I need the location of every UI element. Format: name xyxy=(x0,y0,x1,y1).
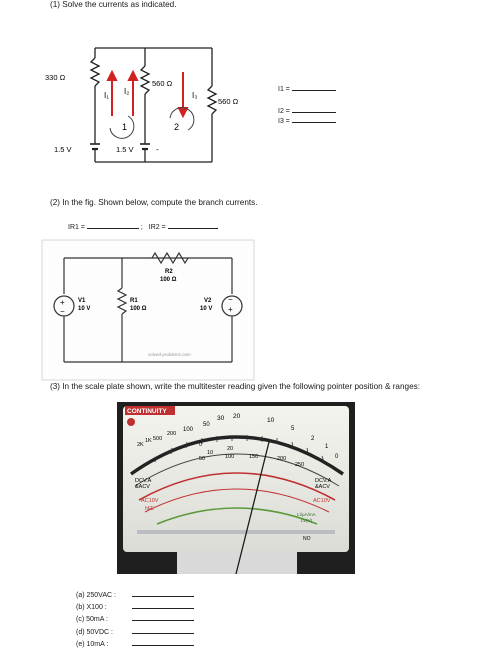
dc-label-250: 250 xyxy=(295,462,305,468)
acv-left: &ACV xyxy=(135,484,150,490)
ir2-blank[interactable] xyxy=(168,228,218,229)
ohm-label-1: 1 xyxy=(325,444,329,450)
v1-name: V1 xyxy=(78,298,86,304)
lv-label: LV(V) xyxy=(301,518,313,523)
ohm-label-10: 10 xyxy=(267,417,275,424)
ohm-label-20: 20 xyxy=(233,413,241,420)
v1-minus: − xyxy=(60,307,65,316)
answer-i1-blank[interactable] xyxy=(292,90,336,91)
r2-name: R2 xyxy=(165,269,173,275)
hfe-label: hFE xyxy=(145,506,155,512)
loop2-label: 2 xyxy=(174,122,180,132)
minus-sign: - xyxy=(156,145,159,154)
answer-i1-label: I1 = xyxy=(278,86,290,93)
r1-value: 100 Ω xyxy=(130,306,147,312)
i1-label: I₁ xyxy=(104,91,109,100)
circuit-1-diagram xyxy=(40,38,239,170)
v-mid-label: 1.5 V xyxy=(116,145,134,154)
r2-value: 100 Ω xyxy=(160,277,177,283)
range-d-label: (d) 50VDC : xyxy=(76,628,113,636)
ir2-label: IR2 = xyxy=(148,224,166,231)
v1-value: 10 V xyxy=(78,306,91,312)
multimeter-scale xyxy=(117,402,355,574)
dc-label-10: 10 xyxy=(207,450,214,456)
loop1-label: 1 xyxy=(122,122,128,132)
ohm-label-0: 0 xyxy=(335,454,339,460)
ir-separator: ; xyxy=(140,224,143,231)
range-b-label: (b) X100 : xyxy=(76,604,107,612)
dc-label-150: 150 xyxy=(249,454,259,460)
range-b xyxy=(76,602,194,614)
q3-ranges xyxy=(76,590,194,651)
v2-name: V2 xyxy=(204,298,212,304)
acv-right: &ACV xyxy=(315,484,330,490)
answer-i3-label: I3 = xyxy=(278,118,290,125)
range-c-blank[interactable] xyxy=(132,620,194,621)
ohm-label-30: 30 xyxy=(217,415,225,422)
r-right-label: 560 Ω xyxy=(218,97,239,106)
dcva-left: DCV.A xyxy=(135,478,152,484)
continuity-label: CONTINUITY xyxy=(127,408,167,415)
r1-name: R1 xyxy=(130,298,138,304)
i3-label: I₃ xyxy=(192,91,198,100)
answer-i2-label: I2 = xyxy=(278,108,290,115)
dc-label-20: 20 xyxy=(227,446,234,452)
ohm-label-200: 200 xyxy=(167,431,177,437)
ir1-blank[interactable] xyxy=(87,228,139,229)
r-left-label: 330 Ω xyxy=(45,73,66,82)
dc-label-0: 0 xyxy=(199,442,203,448)
v2-value: 10 V xyxy=(200,306,213,312)
dcva-right: DCV.A xyxy=(315,478,332,484)
answer-i1 xyxy=(278,86,336,93)
dc-label-100: 100 xyxy=(225,454,235,460)
q2-answer-line xyxy=(68,224,218,231)
ohm-label-1k: 1K xyxy=(145,438,152,444)
answer-i2-blank[interactable] xyxy=(292,112,336,113)
ohm-label-50: 50 xyxy=(203,422,210,428)
range-b-blank[interactable] xyxy=(132,608,194,609)
range-e-blank[interactable] xyxy=(132,645,194,646)
continuity-dot xyxy=(127,418,135,426)
q3-title: (3) In the scale plate shown, write the multitester reading given the following pointer position & ranges: xyxy=(50,382,421,391)
q1-title: (1) Solve the currents as indicated. xyxy=(50,0,177,9)
ohm-label-2k: 2K xyxy=(137,442,144,448)
v2-plus: + xyxy=(228,305,233,314)
circuit-2-diagram xyxy=(42,240,254,380)
range-d xyxy=(76,627,194,639)
range-a-label: (a) 250VAC : xyxy=(76,592,116,599)
acv10-right: AC10V xyxy=(313,498,331,504)
ohm-label-2: 2 xyxy=(311,436,315,442)
range-a xyxy=(76,590,194,602)
ohm-label-500: 500 xyxy=(153,436,163,442)
acv10-left: AC10V xyxy=(141,498,159,504)
ohm-label-100: 100 xyxy=(183,427,194,433)
ir1-label: IR1 = xyxy=(68,224,85,231)
i2-label: I₂ xyxy=(124,87,130,96)
no-label: NO xyxy=(303,536,311,542)
range-e-label: (e) 10mA : xyxy=(76,640,109,648)
answer-i3-blank[interactable] xyxy=(292,122,336,123)
dc-label-200: 200 xyxy=(277,456,287,462)
answer-i2 xyxy=(278,108,336,115)
v2-minus: − xyxy=(228,295,233,304)
ohm-label-5: 5 xyxy=(291,426,295,432)
range-d-blank[interactable] xyxy=(132,633,194,634)
range-e xyxy=(76,639,194,651)
range-a-blank[interactable] xyxy=(132,596,194,597)
range-c-label: (c) 50mA : xyxy=(76,616,108,624)
li-label: LI/μA/mA xyxy=(297,512,316,517)
r-mid-label: 560 Ω xyxy=(152,79,173,88)
watermark: solved-problems.com xyxy=(148,352,191,357)
q2-title: (2) In the fig. Shown below, compute the branch currents. xyxy=(50,198,258,207)
dc-label-50: 50 xyxy=(199,456,206,462)
answer-i3 xyxy=(278,118,336,125)
v1-plus: + xyxy=(60,298,65,307)
v-left-label: 1.5 V xyxy=(54,145,72,154)
range-c xyxy=(76,614,194,626)
